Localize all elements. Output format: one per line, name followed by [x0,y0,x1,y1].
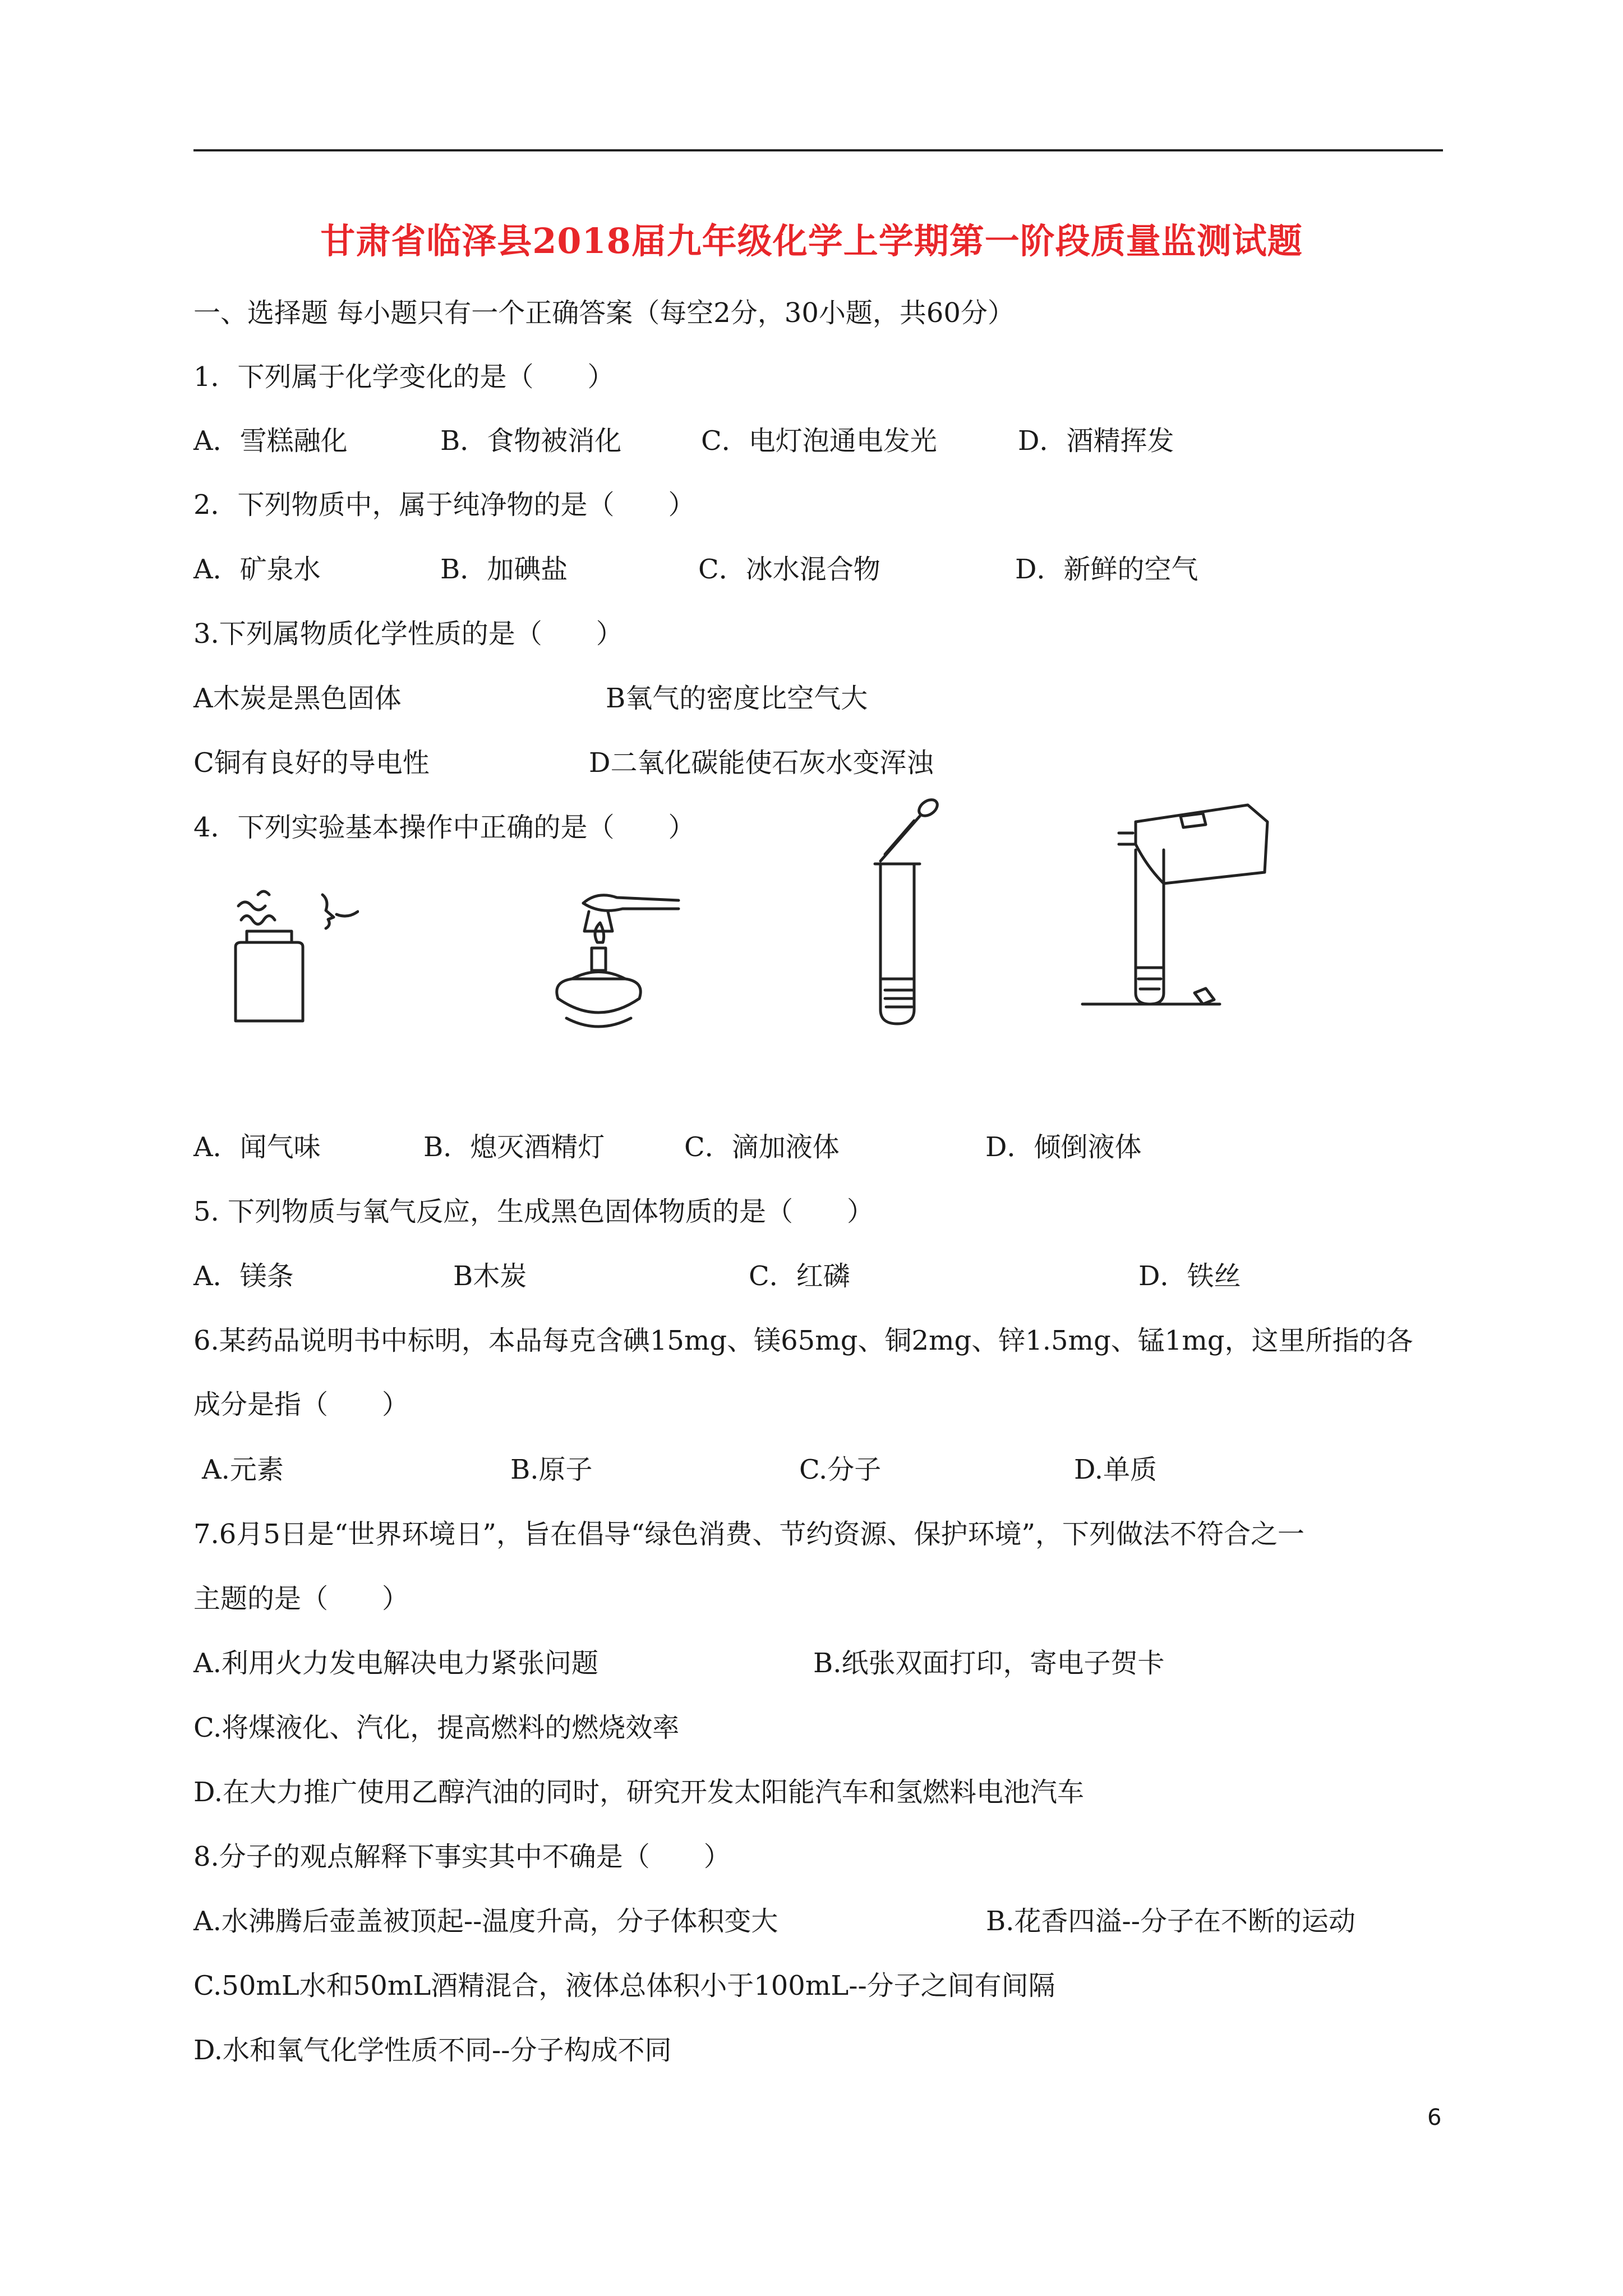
q2-option-c: C．冰水混合物 [698,554,880,585]
q6-option-d: D.单质 [1074,1454,1158,1485]
q4-option-b: B．熄灭酒精灯 [423,1131,605,1163]
section-heading: 一、选择题 每小题只有一个正确答案（每空2分，30小题，共60分） [193,297,1015,329]
dropper-test-tube-illustration [858,794,948,1029]
q8-option-a: A.水沸腾后壶盖被顶起--温度升高，分子体积变大 [193,1906,778,1937]
q6-option-b: B.原子 [510,1454,593,1485]
page-title: 甘肃省临泽县2018届九年级化学上学期第一阶段质量监测试题 [320,220,1303,261]
smell-gas-illustration [224,881,359,1027]
alcohol-lamp-illustration [538,881,690,1038]
q2-option-b: B．加碘盐 [440,554,568,585]
q1-option-a: A．雪糕融化 [193,425,348,457]
header-rule [193,149,1443,151]
q7-option-a: A.利用火力发电解决电力紧张问题 [193,1648,598,1679]
q6-option-a: A.元素 [202,1454,284,1485]
q5-option-d: D．铁丝 [1138,1260,1241,1292]
q5-option-b: B木炭 [453,1260,527,1292]
question-2-stem: 2．下列物质中，属于纯净物的是（ ） [193,489,695,521]
question-3-stem: 3.下列属物质化学性质的是（ ） [193,618,623,650]
question-7-stem-line2: 主题的是（ ） [193,1583,409,1614]
q1-option-b: B．食物被消化 [440,425,622,457]
question-5-stem: 5. 下列物质与氧气反应，生成黑色固体物质的是（ ） [193,1196,874,1227]
question-1-stem: 1．下列属于化学变化的是（ ） [193,361,615,393]
q4-option-c: C．滴加液体 [684,1131,840,1163]
q5-option-a: A．镁条 [193,1260,294,1292]
q7-option-d: D.在大力推广使用乙醇汽油的同时，研究开发太阳能汽车和氢燃料电池汽车 [193,1777,1085,1808]
q8-option-d: D.水和氧气化学性质不同--分子构成不同 [193,2035,672,2066]
q2-option-a: A．矿泉水 [193,554,321,585]
q4-option-d: D．倾倒液体 [985,1131,1142,1163]
page-number: 6 [1427,2105,1442,2131]
q1-option-c: C．电灯泡通电发光 [701,425,937,457]
q8-option-b: B.花香四溢--分子在不断的运动 [986,1906,1355,1937]
q6-option-c: C.分子 [799,1454,882,1485]
q7-option-b: B.纸张双面打印，寄电子贺卡 [813,1648,1165,1679]
pouring-liquid-illustration [1080,799,1281,1013]
q7-option-c: C.将煤液化、汽化，提高燃料的燃烧效率 [193,1712,680,1743]
question-6-stem-line2: 成分是指（ ） [193,1389,409,1420]
q8-option-c: C.50mL水和50mL酒精混合，液体总体积小于100mL--分子之间有间隔 [193,1970,1055,2001]
question-7-stem-line1: 7.6月5日是“世界环境日”，旨在倡导“绿色消费、节约资源、保护环境”，下列做法不符合之一 [193,1519,1305,1550]
q3-option-a: A木炭是黑色固体 [193,683,402,714]
q5-option-c: C．红磷 [749,1260,850,1292]
question-4-stem: 4．下列实验基本操作中正确的是（ ） [193,812,695,843]
q2-option-d: D．新鲜的空气 [1015,554,1198,585]
q3-option-b: B氧气的密度比空气大 [606,683,868,714]
q4-option-a: A．闻气味 [193,1131,321,1163]
question-8-stem: 8.分子的观点解释下事实其中不确是（ ） [193,1841,731,1872]
q3-option-c: C铜有良好的导电性 [193,747,430,779]
q3-option-d: D二氧化碳能使石灰水变浑浊 [589,747,934,779]
question-6-stem-line1: 6.某药品说明书中标明，本品每克含碘15mg、镁65mg、铜2mg、锌1.5mg、锰1mg，这里所指的各 [193,1325,1413,1356]
q1-option-d: D．酒精挥发 [1018,425,1174,457]
